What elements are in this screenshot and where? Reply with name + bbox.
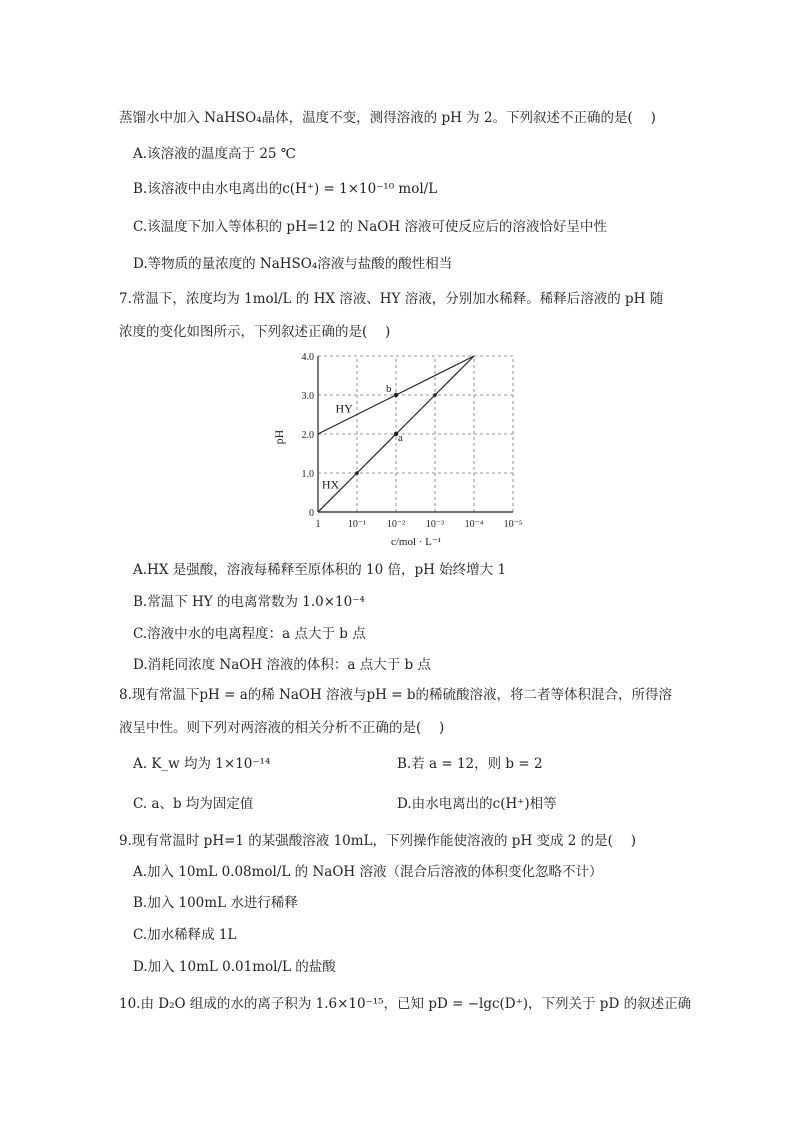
x-tick-label: 1 <box>315 519 321 530</box>
q9-option-b: B.加入 100mL 水进行稀释 <box>133 895 298 911</box>
q9-stem: 9.现有常温时 pH=1 的某强酸溶液 10mL，下列操作能使溶液的 pH 变成 2 的是( ) <box>119 833 637 849</box>
q8-option-a: A. K_w 均为 1×10⁻¹⁴ <box>133 756 271 772</box>
q8-option-c: C. a、b 均为固定值 <box>133 796 254 812</box>
q8-option-d: D.由水电离出的c(H⁺)相等 <box>397 796 557 812</box>
x-tick-label: 10⁻⁵ <box>503 519 523 530</box>
chart-grid <box>318 356 513 512</box>
series-point-hx <box>433 393 437 397</box>
q6-option-c: C.该温度下加入等体积的 pH=12 的 NaOH 溶液可使反应后的溶液恰好呈中性 <box>133 219 607 235</box>
point-label-b: b <box>386 383 392 395</box>
q8-stem-line1: 8.现有常温下pH = a的稀 NaOH 溶液与pH = b的稀硫酸溶液，将二者等体积混合，所得溶 <box>119 687 672 703</box>
x-tick-label: 10⁻⁴ <box>464 519 484 530</box>
y-tick-label: 2.0 <box>301 430 314 441</box>
q6-stem: 蒸馏水中加入 NaHSO₄晶体，温度不变，测得溶液的 pH 为 2。下列叙述不正确的是( ) <box>119 110 656 126</box>
ph-dilution-chart <box>0 345 794 555</box>
series-point-hx <box>355 471 359 475</box>
point-label-a: a <box>398 432 403 444</box>
series-label-hx: HX <box>321 477 340 492</box>
x-axis-label: c/mol · L⁻¹ <box>390 536 442 548</box>
y-tick-label: 0 <box>309 508 314 519</box>
q8-option-b: B.若 a = 12，则 b = 2 <box>397 756 543 772</box>
q7-option-c: C.溶液中水的电离程度：a 点大于 b 点 <box>133 626 366 642</box>
series-label-hy: HY <box>335 401 353 416</box>
y-tick-label: 3.0 <box>301 391 314 402</box>
x-tick-label: 10⁻¹ <box>347 519 367 530</box>
q6-option-b: B.该溶液中由水电离出的c(H⁺) = 1×10⁻¹⁰ mol/L <box>133 181 438 197</box>
x-tick-label: 10⁻³ <box>425 519 445 530</box>
chart-labels <box>322 383 403 492</box>
q7-option-b: B.常温下 HY 的电离常数为 1.0×10⁻⁴ <box>133 594 365 610</box>
q9-option-c: C.加水稀释成 1L <box>133 927 237 943</box>
y-axis-label: pH <box>272 429 286 445</box>
q6-option-d: D.等物质的量浓度的 NaHSO₄溶液与盐酸的酸性相当 <box>133 256 453 272</box>
point-marker-b <box>394 393 398 397</box>
y-tick-label: 4.0 <box>301 352 314 363</box>
chart-ticks <box>302 352 523 530</box>
q7-stem-line2: 浓度的变化如图所示，下列叙述正确的是( ) <box>119 324 391 340</box>
x-tick-label: 10⁻² <box>386 519 406 530</box>
q9-option-d: D.加入 10mL 0.01mol/L 的盐酸 <box>133 959 336 975</box>
q10-stem: 10.由 D₂O 组成的水的离子积为 1.6×10⁻¹⁵，已知 pD = −lgc(D⁺)，下列关于 pD 的叙述正确 <box>119 996 692 1012</box>
q7-option-a: A.HX 是强酸，溶液每稀释至原体积的 10 倍，pH 始终增大 1 <box>133 562 507 578</box>
q6-option-a: A.该溶液的温度高于 25 ℃ <box>133 146 296 162</box>
q9-option-a: A.加入 10mL 0.08mol/L 的 NaOH 溶液（混合后溶液的体积变化忽略不计） <box>133 864 603 880</box>
q7-stem-line1: 7.常温下，浓度均为 1mol/L 的 HX 溶液、HY 溶液，分别加水稀释。稀释后溶液的 pH 随 <box>119 291 664 307</box>
q8-stem-line2: 液呈中性。则下列对两溶液的相关分析不正确的是( ) <box>119 720 445 736</box>
q7-option-d: D.消耗同浓度 NaOH 溶液的体积：a 点大于 b 点 <box>133 657 431 673</box>
y-tick-label: 1.0 <box>301 469 314 480</box>
